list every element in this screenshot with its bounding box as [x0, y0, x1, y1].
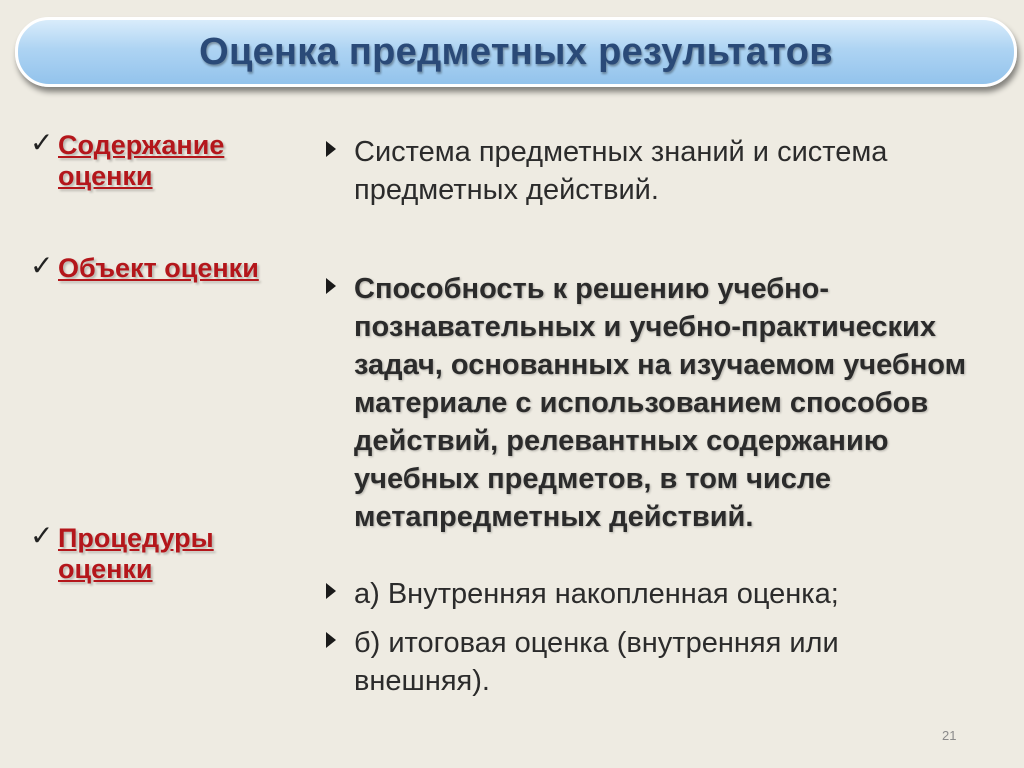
left-item-procedures [30, 519, 270, 585]
check-mark-icon: ✓ [30, 249, 54, 282]
right-item-final [326, 624, 966, 700]
page-number: 21 [942, 728, 957, 743]
right-item-object [326, 270, 996, 536]
left-item-label: Содержание оценки [58, 130, 225, 191]
triangle-bullet-icon [326, 632, 336, 648]
triangle-bullet-icon [326, 278, 336, 294]
slide-title-bar [15, 17, 1017, 87]
triangle-bullet-icon [326, 141, 336, 157]
right-item-text: Способность к решению учебно-познавательных и учебно-практических задач, основанных на изучаемом учебном материале с использованием способов действий, релевантных содержанию учебных предметов, в том числе метапредметных действий. [354, 273, 967, 533]
left-item-label: Объект оценки [58, 253, 259, 283]
triangle-bullet-icon [326, 583, 336, 599]
right-item-text: б) итоговая оценка (внутренняя или внешняя). [354, 627, 839, 697]
check-mark-icon: ✓ [30, 126, 54, 159]
right-item-content [326, 133, 981, 209]
left-item-label: Процедуры оценки [58, 523, 214, 584]
left-item-object [30, 249, 320, 284]
right-item-text: а) Внутренняя накопленная оценка; [354, 578, 839, 610]
check-mark-icon: ✓ [30, 519, 54, 552]
right-item-text: Система предметных знаний и система предметных действий. [354, 136, 888, 206]
right-item-internal [326, 575, 996, 613]
slide-title: Оценка предметных результатов [199, 30, 833, 73]
left-item-content [30, 126, 270, 192]
